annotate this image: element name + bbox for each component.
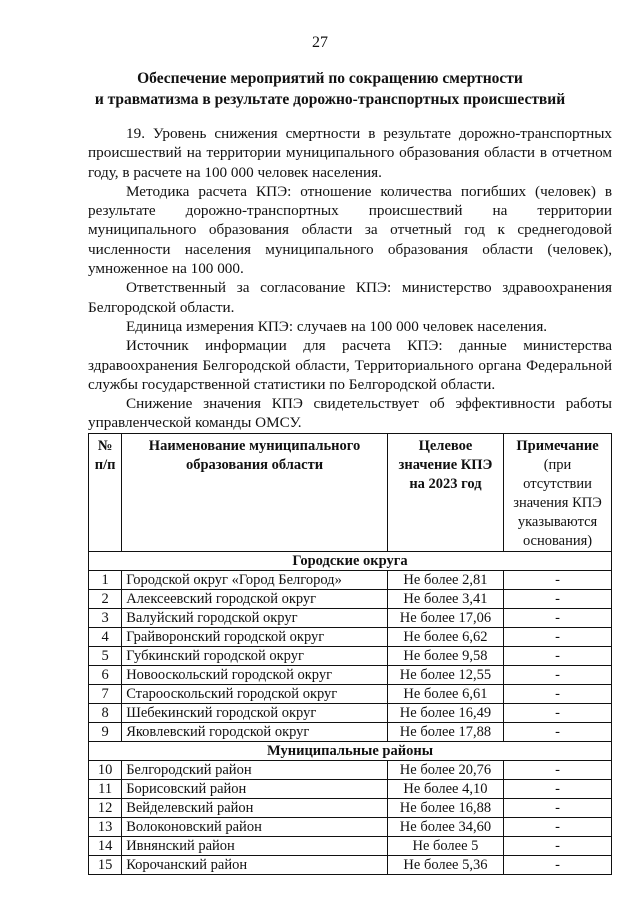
paragraph-interpretation: Снижение значения КПЭ свидетельствует об эффективности работы управленческой команды ОМСУ. [88,395,612,432]
row-municipality: Волоконовский район [122,818,388,837]
kpe-table [88,433,612,875]
row-municipality: Алексеевский городской округ [122,590,388,609]
row-target-value: Не более 17,88 [387,723,503,742]
header-target: Целевое значение КПЭ на 2023 год [387,434,503,552]
row-note: - [504,685,612,704]
header-note-title: Примечание [516,438,599,454]
row-number: 8 [89,704,122,723]
row-municipality: Ивнянский район [122,837,388,856]
header-num: № п/п [89,434,122,552]
row-note: - [504,628,612,647]
row-note: - [504,666,612,685]
section-row [89,552,612,571]
table-row [89,856,612,875]
row-number: 5 [89,647,122,666]
section-title: Муниципальные районы [89,742,612,761]
table-row [89,704,612,723]
row-note: - [504,647,612,666]
row-note: - [504,723,612,742]
row-municipality: Шебекинский городской округ [122,704,388,723]
table-row [89,666,612,685]
row-number: 10 [89,761,122,780]
row-number: 6 [89,666,122,685]
section-row [89,742,612,761]
table-row [89,799,612,818]
row-number: 14 [89,837,122,856]
row-target-value: Не более 16,88 [387,799,503,818]
row-note: - [504,818,612,837]
row-target-value: Не более 20,76 [387,761,503,780]
row-number: 3 [89,609,122,628]
row-number: 12 [89,799,122,818]
row-note: - [504,761,612,780]
section-title: Городские округа [89,552,612,571]
table-row [89,837,612,856]
row-note: - [504,590,612,609]
paragraph-responsible: Ответственный за согласование КПЭ: министерство здравоохранения Белгородской области. [88,279,612,316]
row-target-value: Не более 12,55 [387,666,503,685]
paragraph-source: Источник информации для расчета КПЭ: данные министерства здравоохранения Белгородской области, Территориального органа Федеральной службы государственной статистики по Белгородской области. [88,337,612,393]
title-line-1: Обеспечение мероприятий по сокращению смертности [137,70,523,87]
row-note: - [504,571,612,590]
row-target-value: Не более 34,60 [387,818,503,837]
header-note [504,434,612,552]
row-note: - [504,856,612,875]
row-note: - [504,780,612,799]
table-header-row [89,434,612,552]
row-municipality: Старооскольский городской округ [122,685,388,704]
row-target-value: Не более 16,49 [387,704,503,723]
row-note: - [504,799,612,818]
row-number: 2 [89,590,122,609]
row-target-value: Не более 2,81 [387,571,503,590]
table-row [89,761,612,780]
row-municipality: Валуйский городской округ [122,609,388,628]
table-row [89,818,612,837]
row-target-value: Не более 6,61 [387,685,503,704]
row-target-value: Не более 6,62 [387,628,503,647]
paragraph-method: Методика расчета КПЭ: отношение количества погибших (человек) в результате дорожно-транспортных происшествий на территории муниципального образования области за отчетный год к среднегодовой численности населения муниципального образования области (человек), умноженное на 100 000. [88,182,612,278]
row-target-value: Не более 3,41 [387,590,503,609]
section-title [60,68,600,110]
table-row [89,609,612,628]
row-note: - [504,837,612,856]
page-number: 27 [312,34,328,51]
table-row [89,647,612,666]
table-row [89,685,612,704]
row-municipality: Борисовский район [122,780,388,799]
row-municipality: Городской округ «Город Белгород» [122,571,388,590]
row-number: 1 [89,571,122,590]
row-target-value: Не более 9,58 [387,647,503,666]
row-municipality: Корочанский район [122,856,388,875]
row-note: - [504,609,612,628]
row-note: - [504,704,612,723]
row-number: 13 [89,818,122,837]
title-line-2: и травматизма в результате дорожно-транспортных происшествий [94,91,566,108]
table-row [89,723,612,742]
paragraph-unit: Единица измерения КПЭ: случаев на 100 000 человек населения. [126,317,548,335]
row-number: 4 [89,628,122,647]
row-municipality: Новооскольский городской округ [122,666,388,685]
row-target-value: Не более 17,06 [387,609,503,628]
row-municipality: Грайворонский городской округ [122,628,388,647]
paragraph-indicator: 19. Уровень снижения смертности в результате дорожно-транспортных происшествий на территории муниципального образования области в отчетном году, в расчете на 100 000 человек населения. [88,125,612,181]
header-name: Наименование муниципального образования области [122,434,388,552]
table-row [89,590,612,609]
row-target-value: Не более 5,36 [387,856,503,875]
row-number: 7 [89,685,122,704]
header-note-detail: (при отсутствии значения КПЭ указываются основания) [513,457,602,549]
row-municipality: Вейделевский район [122,799,388,818]
row-target-value: Не более 4,10 [387,780,503,799]
row-number: 9 [89,723,122,742]
row-municipality: Яковлевский городской округ [122,723,388,742]
row-number: 11 [89,780,122,799]
row-number: 15 [89,856,122,875]
body-text [88,124,612,433]
table-row [89,571,612,590]
row-municipality: Белгородский район [122,761,388,780]
row-target-value: Не более 5 [387,837,503,856]
table-row [89,780,612,799]
row-municipality: Губкинский городской округ [122,647,388,666]
table-row [89,628,612,647]
